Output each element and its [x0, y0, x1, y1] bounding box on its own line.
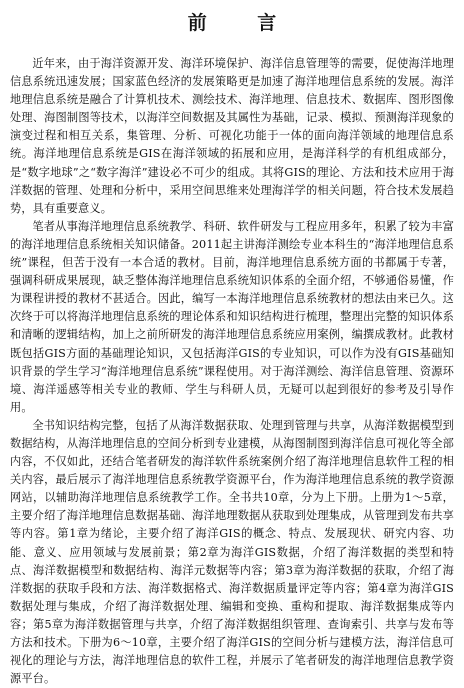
paragraph-background: 近年来，由于海洋资源开发、海洋环境保护、海洋信息管理等的需要，促使海洋地理信息系统迅速发展；国家蓝色经济的发展策略更是加速了海洋地理信息系统的发展。海洋地理信息系统是融合了计算机技术、测绘技术、海洋地理、信息技术、数据库、图形图像处理、海图制图等技术，以海洋空间数据及其属性为基础，记录、模拟、预测海洋现象的演变过程和相互关系，集管理、分析、可视化功能于一体的面向海洋领域的地理信息系统。海洋地理信息系统是GIS在海洋领域的拓展和应用，是海洋科学的有机组成部分，是“数字地球”之“数字海洋”建设必不可少的组成。其将GIS的理论、方法和技术应用于海洋数据的管理、处理和分析中，采用空间思维来处理海洋学的相关问题，符合技术发展趋势，具有重要意义。 — [10, 57, 454, 215]
paragraph-motivation: 笔者从事海洋地理信息系统教学、科研、软件研发与工程应用多年，积累了较为丰富的海洋地理信息系统相关知识储备。2011起主讲海洋测绘专业本科生的“海洋地理信息系统”课程，但苦于没有一本合适的教材。目前，海洋地理信息系统方面的书都属于专著，强调科研成果展现，缺乏整体海洋地理信息系统知识体系的全面介绍，不够通俗易懂，作为课程讲授的教材不甚适合。因此，编写一本海洋地理信息系统教材的想法由来已久。这次终于可以将海洋地理信息系统的理论体系和知识结构进行梳理，整理出完整的知识体系和清晰的逻辑结构，加上之前所研发的海洋地理信息系统应用案例，编撰成教材。此教材既包括GIS方面的基础理论知识，又包括海洋GIS的专业知识，可以作为没有GIS基础知识背景的学生学习“海洋地理信息系统”课程使用。对于海洋测绘、海洋信息管理、资源环境、海洋遥感等相关专业的教师、学生与科研人员，无疑可以起到很好的参考及引导作用。 — [10, 219, 454, 414]
paragraph-structure: 全书知识结构完整，包括了从海洋数据获取、处理到管理与共享，从海洋数据模型到数据结构，从海洋地理信息的空间分析到专业建模，从海图制图到海洋信息可视化等全部内容，不仅如此，还结合笔者研发的海洋软件系统案例介绍了海洋地理信息软件工程的相关内容，最后展示了海洋地理信息系统教学资源平台，作为海洋地理信息系统的教学资源网站，以辅助海洋地理信息系统教学工作。全书共10章，分为上下册。上册为1～5章，主要介绍了海洋地理信息数据基础、海洋地理数据从获取到处理集成，从管理到发布共享等内容。第1章为绪论，主要介绍了海洋GIS的概念、特点、发展现状、研究内容、功能、意义、应用领域与发展前景；第2章为海洋GIS数据，介绍了海洋数据的类型和特点、海洋数据模型和数据结构、海洋元数据等内容；第3章为海洋数据的获取，介绍了海洋数据的获取手段和方法、海洋数据格式、海洋数据质量评定等内容；第4章为海洋GIS数据处理与集成，介绍了海洋数据处理、编辑和变换、重构和提取、海洋数据集成等内容；第5章为海洋数据管理与共享，介绍了海洋数据组织管理、查询索引、共享与发布等方法和技术。下册为6～10章，主要介绍了海洋GIS的空间分析与建模方法，海洋信息可视化的理论与方法，海洋地理信息的软件工程，并展示了笔者研发的海洋地理信息教学资源平台。 — [10, 418, 454, 686]
page-title: 前 言 — [187, 12, 299, 34]
